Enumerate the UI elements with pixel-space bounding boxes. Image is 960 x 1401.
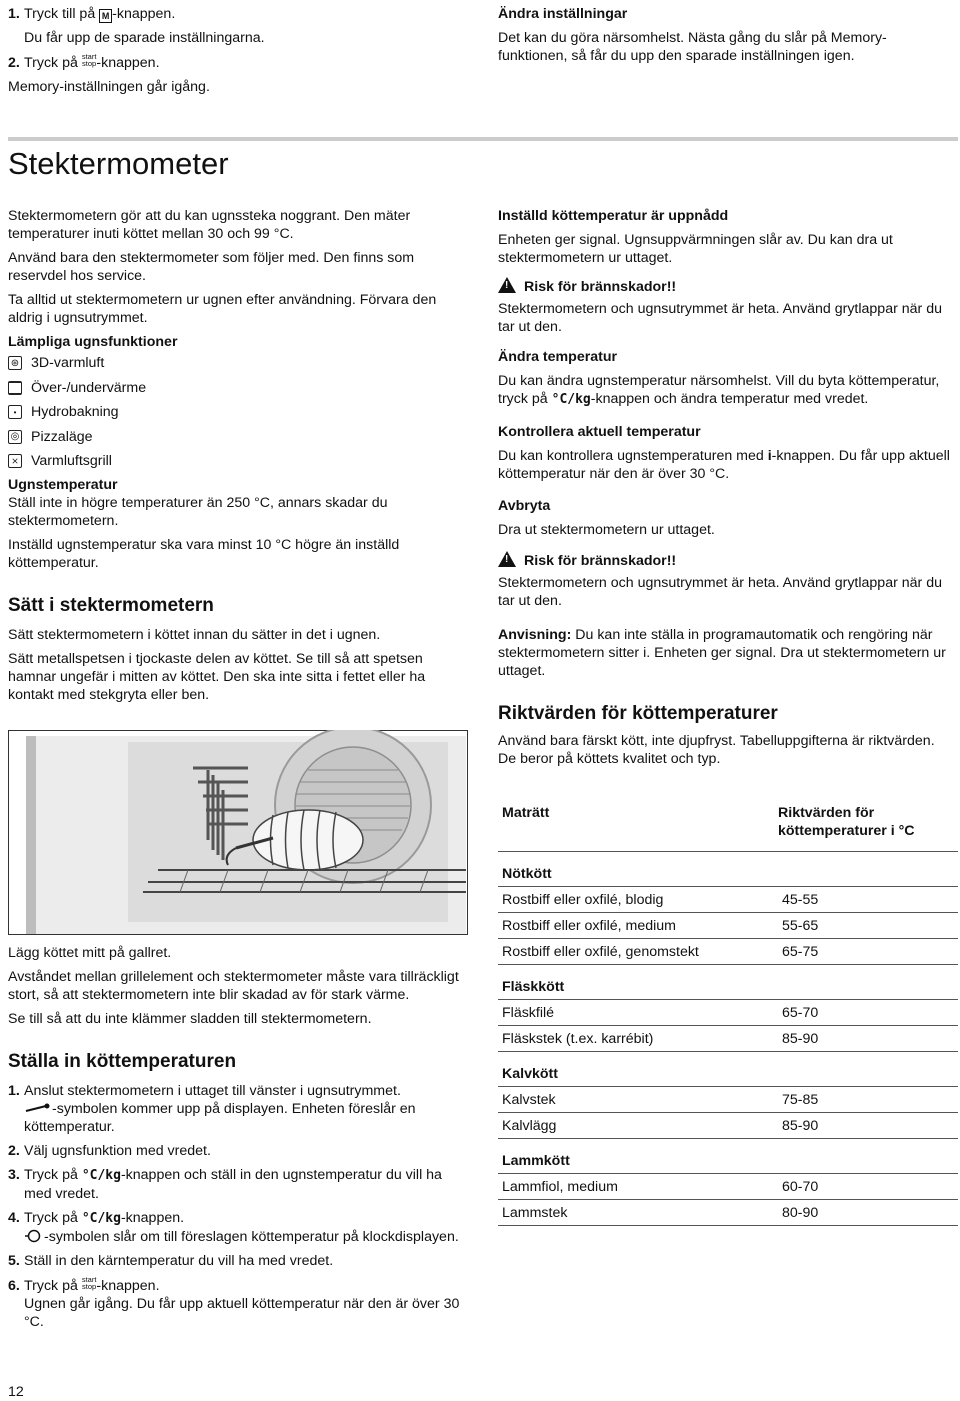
change-temp-heading: Ändra temperatur xyxy=(498,349,618,365)
table-group-name: Fläskkött xyxy=(498,965,958,1000)
table-cell-temp: 80-90 xyxy=(778,1200,958,1226)
step-1: 1. Anslut stektermometern i uttaget till vänster i ugnsutrymmet. xyxy=(8,1083,401,1099)
table-row xyxy=(498,1000,958,1026)
check-temp-heading: Kontrollera aktuell temperatur xyxy=(498,424,701,440)
warning-2-title: !Risk för brännskador!! xyxy=(498,551,956,570)
table-body xyxy=(498,852,958,1226)
table-header xyxy=(498,804,958,852)
table-cell-temp: 85-90 xyxy=(778,1113,958,1139)
table-cell-temp: 65-70 xyxy=(778,1000,958,1026)
oven-temp-p2: Inställd ugnstemperatur ska vara minst 10 °C högre än inställd köttemperatur. xyxy=(8,536,400,571)
oven-temp-p1: Ställ inte in högre temperaturer än 250 °C, annars skadar du stektermometern. xyxy=(8,494,388,529)
step-3: 3. Tryck på °C/kg-knappen och ställ in den ugnstemperatur du vill ha med vredet. xyxy=(8,1167,442,1202)
table-cell-dish: Rostbiff eller oxfilé, medium xyxy=(498,913,778,939)
probe-clock-symbol-icon xyxy=(24,1229,44,1243)
table-row xyxy=(498,887,958,913)
step-2: 2. Välj ugnsfunktion med vredet. xyxy=(8,1143,211,1159)
guide-heading: Riktvärden för köttemperaturer xyxy=(498,703,778,724)
note: Anvisning: Du kan inte ställa in programautomatik och rengöring när stektermometern sitter i. Enheten ger signal. Dra ut stektermometern ur uttaget. xyxy=(498,627,946,679)
reached-text: Enheten ger signal. Ugnsuppvärmningen slår av. Du kan dra ut stektermometern ur uttaget. xyxy=(498,232,893,266)
table-cell-temp: 60-70 xyxy=(778,1174,958,1200)
cancel-text: Dra ut stektermometern ur uttaget. xyxy=(498,522,715,538)
temp-weight-key-icon: °C/kg xyxy=(81,1211,121,1226)
table-group-row xyxy=(498,852,958,887)
functions-heading: Lämpliga ugnsfunktioner xyxy=(8,334,178,350)
table-group-name: Kalvkött xyxy=(498,1052,958,1087)
left-column xyxy=(8,207,470,704)
table-row xyxy=(498,1174,958,1200)
insert-p1: Sätt stektermometern i köttet innan du sätter in det i ugnen. xyxy=(8,626,381,643)
temp-weight-key-icon: °C/kg xyxy=(551,392,591,407)
after-img-p2: Avståndet mellan grillelement och stektermometer måste vara tillräckligt stort, så att stektermometern inte blir skadad av för stark värme. xyxy=(8,969,459,1003)
probe-symbol-icon xyxy=(24,1100,52,1110)
warning-icon xyxy=(498,277,516,293)
table-row xyxy=(498,939,958,965)
table-cell-dish: Lammfiol, medium xyxy=(498,1174,778,1200)
meat-temp-table xyxy=(498,804,958,1226)
table-row xyxy=(498,1113,958,1139)
top-left-steps xyxy=(8,5,468,96)
warning-1-text: Stektermometern och ugnsutrymmet är heta. Använd grytlappar när du tar ut den. xyxy=(498,301,942,335)
top-step-1-result: Du får upp de sparade inställningarna. xyxy=(24,30,265,46)
top-right-block xyxy=(498,5,953,65)
warning-2-text: Stektermometern och ugnsutrymmet är heta. Använd grytlappar när du tar ut den. xyxy=(498,575,942,609)
intro-p3: Ta alltid ut stektermometern ur ugnen efter användning. Förvara den aldrig i ugnsutrymmet. xyxy=(8,292,437,326)
table-group-row xyxy=(498,1052,958,1087)
table-group-row xyxy=(498,965,958,1000)
cancel-heading: Avbryta xyxy=(498,498,551,514)
page-number: 12 xyxy=(8,1384,24,1400)
warning-1-title: !Risk för brännskador!! xyxy=(498,277,956,296)
col-header-dish: Maträtt xyxy=(502,805,550,821)
oven-illustration xyxy=(8,730,468,935)
table-group-name: Nötkött xyxy=(498,852,958,887)
step-6-sub: Ugnen går igång. Du får upp aktuell köttemperatur när den är över 30 °C. xyxy=(24,1296,460,1330)
function-item: ⨯ Varmluftsgrill xyxy=(8,449,470,474)
table-cell-dish: Lammstek xyxy=(498,1200,778,1226)
step-4-sub: -symbolen slår om till föreslagen köttemperatur på klockdisplayen. xyxy=(8,1228,470,1246)
step-5: 5. Ställ in den kärntemperatur du vill ha med vredet. xyxy=(8,1253,334,1269)
top-result: Memory-inställningen går igång. xyxy=(8,79,210,95)
after-img-p1: Lägg köttet mitt på gallret. xyxy=(8,945,172,961)
table-cell-dish: Fläskfilé xyxy=(498,1000,778,1026)
temp-weight-key-icon: °C/kg xyxy=(81,1168,121,1183)
top-bottom-heat-icon xyxy=(8,381,22,395)
top-step-2: 2. Tryck på start stop-knappen. xyxy=(8,52,160,71)
guide-text: Använd bara färskt kött, inte djupfryst. Tabelluppgifterna är riktvärden. De beror på köttets kvalitet och typ. xyxy=(498,733,935,767)
step-1-sub: -symbolen kommer upp på displayen. Enheten föreslår en köttemperatur. xyxy=(24,1101,416,1135)
reached-heading: Inställd köttemperatur är uppnådd xyxy=(498,208,729,224)
function-item: Över-/undervärme xyxy=(8,376,470,401)
check-temp-text: Du kan kontrollera ugnstemperaturen med i-knappen. Du får upp aktuell köttemperatur när den är över 30 °C. xyxy=(498,448,950,482)
table-row xyxy=(498,1200,958,1226)
3d-hot-air-icon: ⊛ xyxy=(8,356,22,370)
functions-list xyxy=(8,351,470,474)
table-cell-temp: 75-85 xyxy=(778,1087,958,1113)
table-cell-temp: 65-75 xyxy=(778,939,958,965)
function-item: ⊛ 3D-varmluft xyxy=(8,351,470,376)
section-rule xyxy=(8,137,958,141)
step-4: 4. Tryck på °C/kg-knappen. xyxy=(8,1210,185,1226)
table-cell-temp: 55-65 xyxy=(778,913,958,939)
top-step-1: 1. Tryck till på M -knappen. xyxy=(8,6,176,22)
info-key-icon: i xyxy=(767,448,772,464)
intro-p1: Stektermometern gör att du kan ugnssteka noggrant. Den mäter temperaturer inuti köttet mellan 30 och 99 °C. xyxy=(8,208,411,242)
insert-heading: Sätt i stektermometern xyxy=(8,594,214,616)
table-row xyxy=(498,913,958,939)
hydro-baking-icon: • xyxy=(8,405,22,419)
table-cell-dish: Kalvlägg xyxy=(498,1113,778,1139)
col-header-values: Riktvärden för köttemperaturer i °C xyxy=(778,805,915,839)
set-temp-heading: Ställa in köttemperaturen xyxy=(8,1051,237,1072)
table-cell-temp: 85-90 xyxy=(778,1026,958,1052)
table-cell-dish: Rostbiff eller oxfilé, genomstekt xyxy=(498,939,778,965)
function-item: ◎ Pizzaläge xyxy=(8,425,470,450)
table-group-row xyxy=(498,1139,958,1174)
change-temp-text: Du kan ändra ugnstemperatur närsomhelst. Vill du byta köttemperatur, tryck på °C/kg-knappen och ändra temperatur med vredet. xyxy=(498,373,940,407)
memory-key-icon: M xyxy=(99,9,112,23)
function-item: • Hydrobakning xyxy=(8,400,470,425)
step-6: 6. Tryck på start stop-knappen. xyxy=(8,1275,160,1294)
hot-air-grill-icon: ⨯ xyxy=(8,454,22,468)
table-cell-temp: 45-55 xyxy=(778,887,958,913)
right-column xyxy=(498,207,956,768)
page-title: Stektermometer xyxy=(8,146,229,181)
change-settings-text: Det kan du göra närsomhelst. Nästa gång du slår på Memory-funktionen, så får du upp den sparade inställningen igen. xyxy=(498,30,887,64)
table-cell-dish: Fläskstek (t.ex. karrébit) xyxy=(498,1026,778,1052)
table-cell-dish: Kalvstek xyxy=(498,1087,778,1113)
pizza-setting-icon: ◎ xyxy=(8,430,22,444)
table-row xyxy=(498,1087,958,1113)
warning-icon xyxy=(498,551,516,567)
table-group-name: Lammkött xyxy=(498,1139,958,1174)
oven-temp-heading: Ugnstemperatur xyxy=(8,476,118,493)
start-stop-key-icon: start stop xyxy=(81,1275,97,1291)
start-stop-key-icon: start stop xyxy=(81,52,97,68)
table-cell-dish: Rostbiff eller oxfilé, blodig xyxy=(498,887,778,913)
insert-p2: Sätt metallspetsen i tjockaste delen av köttet. Se till så att spetsen hamnar ungefär i mitten av köttet. Den ska inte sitta i fettet eller ha kontakt med stekgryta eller ben. xyxy=(8,650,426,703)
set-temp-steps xyxy=(8,1082,470,1331)
table-row xyxy=(498,1026,958,1052)
left-column-lower xyxy=(8,944,470,1331)
oven-roast-thermometer-image xyxy=(8,730,468,935)
after-img-p3: Se till så att du inte klämmer sladden till stektermometern. xyxy=(8,1011,372,1027)
intro-p2: Använd bara den stektermometer som följer med. Den finns som reservdel hos service. xyxy=(8,250,415,284)
change-settings-heading: Ändra inställningar xyxy=(498,6,628,22)
